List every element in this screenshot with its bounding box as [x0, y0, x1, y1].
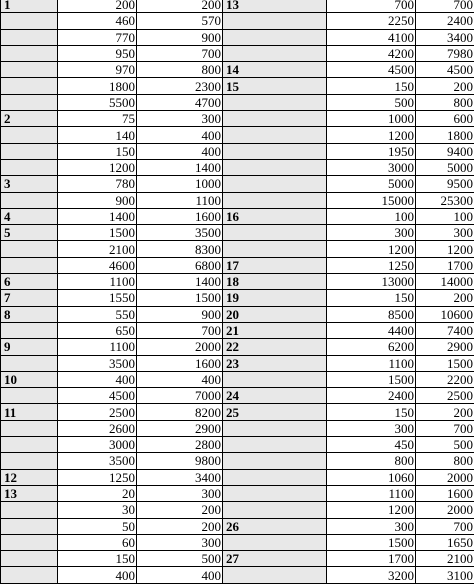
group-id-cell: 18 — [223, 274, 327, 290]
group-id-cell — [1, 437, 58, 453]
table-row — [1, 404, 474, 420]
group-id-cell — [1, 45, 58, 61]
group-id-cell: 9 — [1, 339, 58, 355]
value-c-cell: 1500 — [327, 371, 416, 387]
value-a-cell: 2600 — [58, 420, 137, 436]
table-row — [1, 225, 474, 241]
value-a-cell: 550 — [58, 306, 137, 322]
value-b-cell: 8200 — [137, 404, 223, 420]
value-c-cell: 150 — [327, 290, 416, 306]
value-a-cell: 900 — [58, 192, 137, 208]
value-a-cell: 1500 — [58, 225, 137, 241]
value-a-cell: 50 — [58, 518, 137, 534]
group-id-cell — [223, 420, 327, 436]
value-a-cell: 1550 — [58, 290, 137, 306]
value-b-cell: 570 — [137, 13, 223, 29]
value-d-cell: 700 — [416, 518, 474, 534]
table-row — [1, 257, 474, 273]
group-id-cell: 14 — [223, 62, 327, 78]
table-row — [1, 469, 474, 485]
table-row — [1, 159, 474, 175]
group-id-cell — [223, 29, 327, 45]
table-row — [1, 176, 474, 192]
value-b-cell: 400 — [137, 127, 223, 143]
group-id-cell — [1, 62, 58, 78]
group-id-cell: 8 — [1, 306, 58, 322]
value-a-cell: 60 — [58, 534, 137, 550]
value-a-cell: 950 — [58, 45, 137, 61]
value-a-cell: 780 — [58, 176, 137, 192]
group-id-cell: 10 — [1, 371, 58, 387]
table-row — [1, 420, 474, 436]
value-d-cell: 200 — [416, 78, 474, 94]
value-d-cell: 2400 — [416, 13, 474, 29]
table-row — [1, 534, 474, 550]
value-c-cell: 1500 — [327, 534, 416, 550]
value-d-cell: 3100 — [416, 567, 474, 583]
group-id-cell: 23 — [223, 355, 327, 371]
value-b-cell: 200 — [137, 0, 223, 13]
value-a-cell: 1250 — [58, 469, 137, 485]
table-row — [1, 502, 474, 518]
value-b-cell: 400 — [137, 567, 223, 583]
group-id-cell: 25 — [223, 404, 327, 420]
value-c-cell: 2250 — [327, 13, 416, 29]
value-a-cell: 75 — [58, 111, 137, 127]
value-a-cell: 4600 — [58, 257, 137, 273]
group-id-cell — [1, 388, 58, 404]
group-id-cell: 26 — [223, 518, 327, 534]
table-row — [1, 143, 474, 159]
table-row — [1, 241, 474, 257]
value-d-cell: 2500 — [416, 388, 474, 404]
value-b-cell: 900 — [137, 29, 223, 45]
group-id-cell — [1, 355, 58, 371]
group-id-cell — [223, 371, 327, 387]
value-b-cell: 4700 — [137, 94, 223, 110]
group-id-cell — [1, 322, 58, 338]
group-id-cell: 13 — [1, 485, 58, 501]
value-b-cell: 1400 — [137, 274, 223, 290]
value-b-cell: 6800 — [137, 257, 223, 273]
group-id-cell — [1, 567, 58, 583]
value-b-cell: 2300 — [137, 78, 223, 94]
value-a-cell: 3500 — [58, 355, 137, 371]
group-id-cell — [223, 453, 327, 469]
value-c-cell: 300 — [327, 225, 416, 241]
group-id-cell — [223, 143, 327, 159]
group-id-cell: 19 — [223, 290, 327, 306]
value-b-cell: 1400 — [137, 159, 223, 175]
table-row — [1, 62, 474, 78]
value-a-cell: 1800 — [58, 78, 137, 94]
group-id-cell — [1, 159, 58, 175]
value-a-cell: 970 — [58, 62, 137, 78]
value-d-cell: 2000 — [416, 469, 474, 485]
value-d-cell: 1700 — [416, 257, 474, 273]
value-a-cell: 150 — [58, 143, 137, 159]
table-body — [1, 0, 474, 583]
value-c-cell: 4500 — [327, 62, 416, 78]
value-d-cell: 1800 — [416, 127, 474, 143]
table-row — [1, 437, 474, 453]
value-c-cell: 15000 — [327, 192, 416, 208]
value-b-cell: 1500 — [137, 290, 223, 306]
value-c-cell: 5000 — [327, 176, 416, 192]
value-b-cell: 900 — [137, 306, 223, 322]
table-row — [1, 274, 474, 290]
value-b-cell: 1600 — [137, 355, 223, 371]
table-row — [1, 322, 474, 338]
value-d-cell: 9500 — [416, 176, 474, 192]
value-d-cell: 500 — [416, 437, 474, 453]
group-id-cell — [223, 127, 327, 143]
group-id-cell: 24 — [223, 388, 327, 404]
value-a-cell: 3000 — [58, 437, 137, 453]
value-b-cell: 200 — [137, 502, 223, 518]
value-c-cell: 300 — [327, 420, 416, 436]
table-row — [1, 0, 474, 13]
value-c-cell: 700 — [327, 0, 416, 13]
group-id-cell — [223, 534, 327, 550]
group-id-cell — [223, 45, 327, 61]
value-d-cell: 700 — [416, 420, 474, 436]
group-id-cell: 7 — [1, 290, 58, 306]
value-c-cell: 1100 — [327, 355, 416, 371]
value-d-cell: 1200 — [416, 241, 474, 257]
table-row — [1, 13, 474, 29]
value-d-cell: 1500 — [416, 355, 474, 371]
table-row — [1, 78, 474, 94]
group-id-cell: 21 — [223, 322, 327, 338]
group-id-cell — [223, 241, 327, 257]
value-d-cell: 800 — [416, 94, 474, 110]
value-d-cell: 1650 — [416, 534, 474, 550]
value-d-cell: 2100 — [416, 551, 474, 567]
value-a-cell: 2100 — [58, 241, 137, 257]
value-d-cell: 600 — [416, 111, 474, 127]
group-id-cell — [223, 225, 327, 241]
group-id-cell: 2 — [1, 111, 58, 127]
table-row — [1, 45, 474, 61]
value-d-cell: 100 — [416, 208, 474, 224]
value-a-cell: 1100 — [58, 339, 137, 355]
value-c-cell: 1200 — [327, 127, 416, 143]
value-b-cell: 500 — [137, 551, 223, 567]
table-row — [1, 551, 474, 567]
value-c-cell: 1950 — [327, 143, 416, 159]
value-d-cell: 300 — [416, 225, 474, 241]
value-d-cell: 5000 — [416, 159, 474, 175]
value-a-cell: 200 — [58, 0, 137, 13]
group-id-cell — [223, 111, 327, 127]
value-b-cell: 300 — [137, 485, 223, 501]
group-id-cell — [1, 518, 58, 534]
group-id-cell — [223, 437, 327, 453]
value-c-cell: 13000 — [327, 274, 416, 290]
group-id-cell: 22 — [223, 339, 327, 355]
value-a-cell: 770 — [58, 29, 137, 45]
value-d-cell: 700 — [416, 0, 474, 13]
value-c-cell: 1700 — [327, 551, 416, 567]
value-b-cell: 300 — [137, 534, 223, 550]
value-a-cell: 1200 — [58, 159, 137, 175]
value-a-cell: 400 — [58, 567, 137, 583]
value-b-cell: 2900 — [137, 420, 223, 436]
value-c-cell: 4100 — [327, 29, 416, 45]
value-d-cell: 2900 — [416, 339, 474, 355]
value-a-cell: 4500 — [58, 388, 137, 404]
value-b-cell: 700 — [137, 45, 223, 61]
group-id-cell — [1, 143, 58, 159]
table-row — [1, 208, 474, 224]
value-c-cell: 6200 — [327, 339, 416, 355]
group-id-cell: 16 — [223, 208, 327, 224]
value-c-cell: 3000 — [327, 159, 416, 175]
group-id-cell: 1 — [1, 0, 58, 13]
table-row — [1, 127, 474, 143]
group-id-cell — [1, 502, 58, 518]
value-c-cell: 4200 — [327, 45, 416, 61]
group-id-cell: 11 — [1, 404, 58, 420]
group-id-cell: 27 — [223, 551, 327, 567]
value-b-cell: 200 — [137, 518, 223, 534]
group-id-cell — [1, 94, 58, 110]
group-id-cell: 3 — [1, 176, 58, 192]
group-id-cell — [223, 159, 327, 175]
value-d-cell: 7980 — [416, 45, 474, 61]
group-id-cell — [223, 567, 327, 583]
value-b-cell: 2000 — [137, 339, 223, 355]
group-id-cell: 12 — [1, 469, 58, 485]
value-c-cell: 1060 — [327, 469, 416, 485]
group-id-cell — [223, 13, 327, 29]
group-id-cell: 6 — [1, 274, 58, 290]
value-d-cell: 200 — [416, 404, 474, 420]
table-row — [1, 453, 474, 469]
group-id-cell: 5 — [1, 225, 58, 241]
value-d-cell: 10600 — [416, 306, 474, 322]
group-id-cell — [1, 551, 58, 567]
table-row — [1, 518, 474, 534]
value-b-cell: 1100 — [137, 192, 223, 208]
table-row — [1, 29, 474, 45]
value-d-cell: 800 — [416, 453, 474, 469]
value-d-cell: 7400 — [416, 322, 474, 338]
group-id-cell — [223, 94, 327, 110]
value-b-cell: 3500 — [137, 225, 223, 241]
value-c-cell: 500 — [327, 94, 416, 110]
value-d-cell: 25300 — [416, 192, 474, 208]
value-c-cell: 800 — [327, 453, 416, 469]
value-d-cell: 2000 — [416, 502, 474, 518]
value-a-cell: 650 — [58, 322, 137, 338]
value-c-cell: 1200 — [327, 502, 416, 518]
table-row — [1, 339, 474, 355]
group-id-cell: 13 — [223, 0, 327, 13]
value-b-cell: 1600 — [137, 208, 223, 224]
table-row — [1, 355, 474, 371]
group-id-cell: 20 — [223, 306, 327, 322]
value-b-cell: 700 — [137, 322, 223, 338]
value-a-cell: 3500 — [58, 453, 137, 469]
value-a-cell: 460 — [58, 13, 137, 29]
value-c-cell: 1200 — [327, 241, 416, 257]
group-id-cell — [223, 176, 327, 192]
value-a-cell: 30 — [58, 502, 137, 518]
group-id-cell — [223, 485, 327, 501]
value-a-cell: 140 — [58, 127, 137, 143]
value-c-cell: 3200 — [327, 567, 416, 583]
value-d-cell: 2200 — [416, 371, 474, 387]
table-row — [1, 111, 474, 127]
value-b-cell: 8300 — [137, 241, 223, 257]
group-id-cell — [1, 420, 58, 436]
value-d-cell: 9400 — [416, 143, 474, 159]
value-b-cell: 400 — [137, 143, 223, 159]
value-b-cell: 2800 — [137, 437, 223, 453]
table-row — [1, 567, 474, 583]
value-b-cell: 800 — [137, 62, 223, 78]
group-id-cell: 15 — [223, 78, 327, 94]
value-c-cell: 1000 — [327, 111, 416, 127]
group-id-cell — [1, 127, 58, 143]
table-row — [1, 371, 474, 387]
group-id-cell — [1, 534, 58, 550]
value-b-cell: 400 — [137, 371, 223, 387]
value-d-cell: 4500 — [416, 62, 474, 78]
value-c-cell: 8500 — [327, 306, 416, 322]
value-d-cell: 200 — [416, 290, 474, 306]
value-a-cell: 5500 — [58, 94, 137, 110]
group-id-cell — [1, 257, 58, 273]
group-id-cell — [1, 29, 58, 45]
value-b-cell: 9800 — [137, 453, 223, 469]
table-row — [1, 485, 474, 501]
group-id-cell — [1, 241, 58, 257]
value-a-cell: 150 — [58, 551, 137, 567]
value-c-cell: 1250 — [327, 257, 416, 273]
value-a-cell: 20 — [58, 485, 137, 501]
group-id-cell — [1, 453, 58, 469]
table-row — [1, 388, 474, 404]
value-c-cell: 4400 — [327, 322, 416, 338]
table-row — [1, 290, 474, 306]
value-b-cell: 1000 — [137, 176, 223, 192]
group-id-cell — [1, 13, 58, 29]
value-d-cell: 14000 — [416, 274, 474, 290]
group-id-cell: 17 — [223, 257, 327, 273]
group-id-cell — [223, 192, 327, 208]
value-b-cell: 7000 — [137, 388, 223, 404]
group-id-cell — [223, 469, 327, 485]
table-row — [1, 192, 474, 208]
value-c-cell: 300 — [327, 518, 416, 534]
value-a-cell: 2500 — [58, 404, 137, 420]
group-id-cell — [223, 502, 327, 518]
value-c-cell: 150 — [327, 78, 416, 94]
value-c-cell: 100 — [327, 208, 416, 224]
value-c-cell: 2400 — [327, 388, 416, 404]
group-id-cell — [1, 192, 58, 208]
group-id-cell — [1, 78, 58, 94]
value-c-cell: 1100 — [327, 485, 416, 501]
value-d-cell: 3400 — [416, 29, 474, 45]
value-b-cell: 300 — [137, 111, 223, 127]
table-row — [1, 94, 474, 110]
table-row — [1, 306, 474, 322]
value-c-cell: 450 — [327, 437, 416, 453]
value-d-cell: 1600 — [416, 485, 474, 501]
value-a-cell: 1100 — [58, 274, 137, 290]
value-a-cell: 400 — [58, 371, 137, 387]
value-a-cell: 1400 — [58, 208, 137, 224]
group-id-cell: 4 — [1, 208, 58, 224]
value-c-cell: 150 — [327, 404, 416, 420]
value-b-cell: 3400 — [137, 469, 223, 485]
